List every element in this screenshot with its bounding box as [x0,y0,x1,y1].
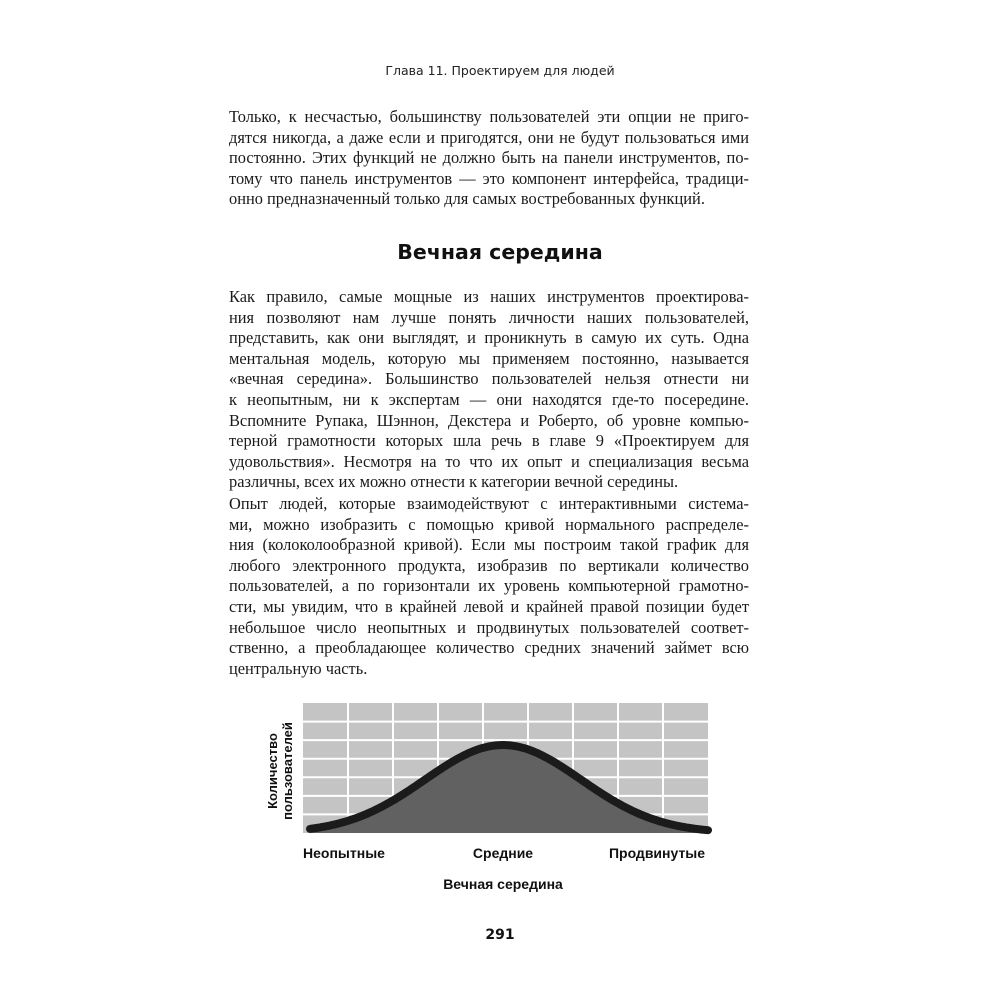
text-line: дятся никогда, а даже если и пригодятся, они не будут пользоваться ими [229,127,749,147]
bell-curve-svg [260,695,730,900]
y-axis-label-line-1: Количество [265,733,280,809]
bell-curve-figure [260,695,730,900]
section-heading: Вечная середина [397,240,603,264]
text-line: удовольствия». Несмотря на то что их опыт и специализация весьма [229,451,749,471]
text-line: любого электронного продукта, изобразив по вертикали количество [229,555,749,575]
text-line: Только, к несчастью, большинству пользователей эти опции не приго- [229,107,749,126]
text-line: различны, всех их можно отнести к категории вечной середины. [229,472,679,492]
body-paragraph-2 [229,494,749,679]
intro-paragraph [229,107,749,210]
text-line: тому что панель инструментов — это компонент интерфейса, традици- [229,168,749,188]
text-line: сти, мы увидим, что в крайней левой и крайней правой позиции будет [229,596,749,616]
text-line: ния (колоколообразной кривой). Если мы построим такой график для [229,535,749,555]
body-paragraph-1 [229,287,749,493]
text-line: постоянно. Этих функций не должно быть на панели инструментов, по- [229,148,749,168]
text-line: Как правило, самые мощные из наших инструментов проектирова- [229,287,749,306]
x-category-expert: Продвинутые [608,845,706,861]
text-line: небольшое число неопытных и продвинутых пользователей соответ- [229,617,749,637]
x-axis-title: Вечная середина [443,876,563,892]
text-line: Опыт людей, которые взаимодействуют с интерактивными система- [229,494,749,513]
text-line: ственно, а преобладающее количество средних значений займет всю [229,638,749,658]
running-head: Глава 11. Проектируем для людей [385,63,615,78]
text-line: ми, можно изобразить с помощью кривой нормального распределе- [229,514,749,534]
text-line: представить, как они выглядят, и проникнуть в самую их суть. Одна [229,328,749,348]
text-line: ментальная модель, которую мы применяем постоянно, называется [229,348,749,368]
text-line: к неопытным, ни к экспертам — они находятся где-то посередине. [229,389,749,409]
text-line: «вечная середина». Большинство пользователей нельзя отнести ни [229,369,749,389]
text-line: онно предназначенный только для самых востребованных функций. [229,189,705,209]
text-line: пользователей, а по горизонтали их уровень компьютерной грамотно- [229,576,749,596]
text-line: центральную часть. [229,658,368,678]
text-line: терной грамотности которых шла речь в главе 9 «Проектируем для [229,431,749,451]
y-axis-label-line-2: пользователей [280,722,295,820]
text-line: Вспомните Рупака, Шэннон, Декстера и Роберто, об уровне компью- [229,410,749,430]
x-category-intermediate: Средние [472,845,534,861]
text-line: ния позволяют нам лучше понять личности наших пользователей, [229,307,749,327]
x-category-novice: Неопытные [303,845,385,861]
page-number: 291 [485,927,515,943]
